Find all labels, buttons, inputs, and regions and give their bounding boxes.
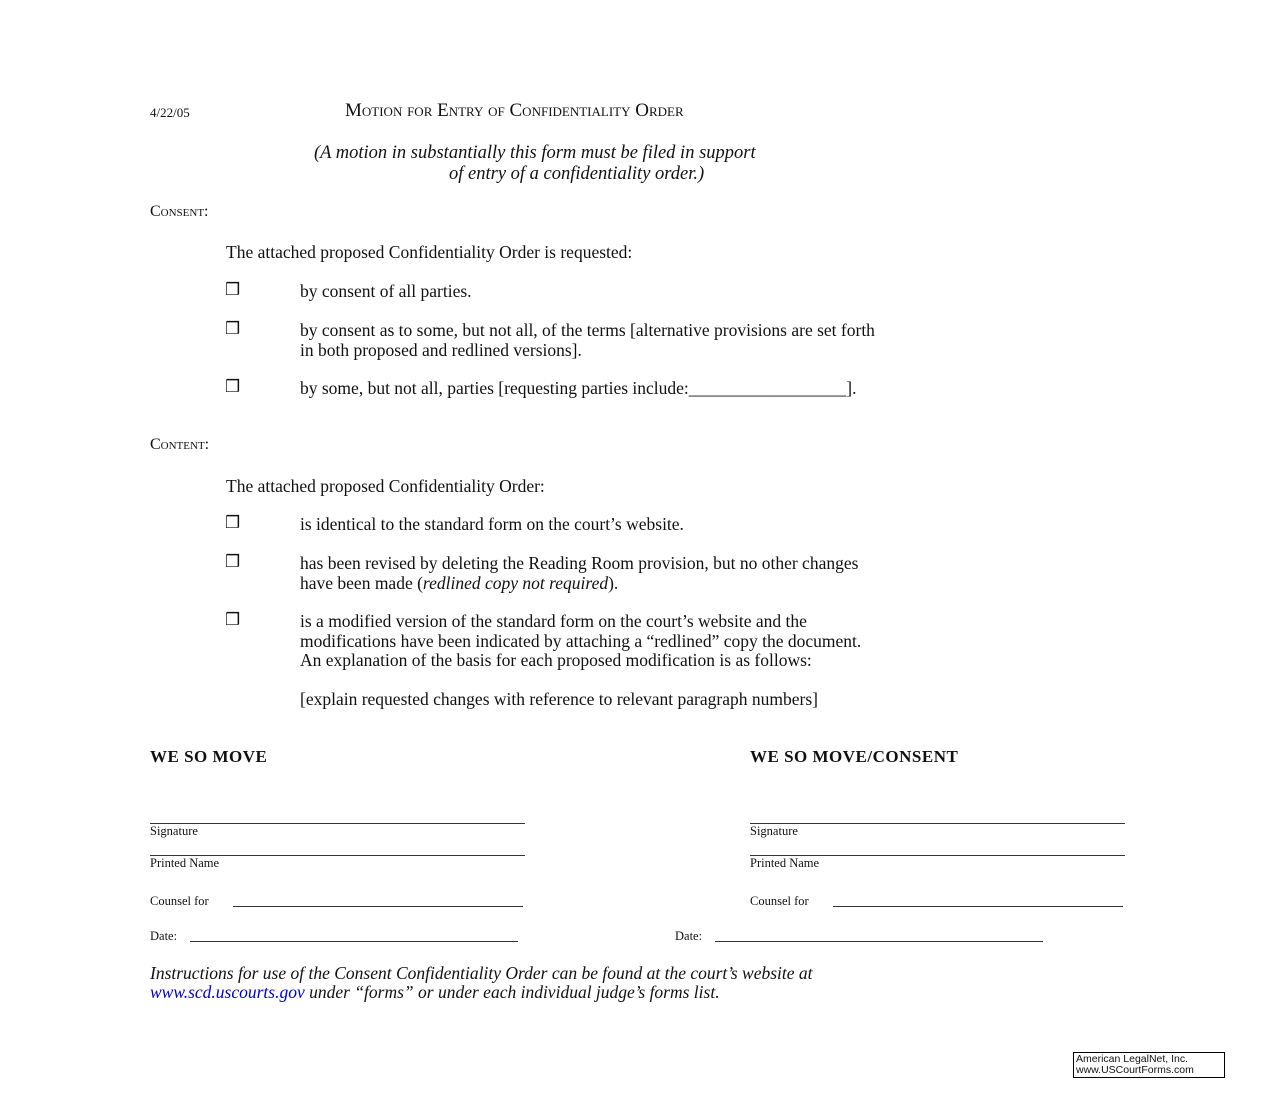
checkbox-consent-some-terms[interactable]: ❒ (225, 319, 241, 339)
left-signature-line[interactable] (150, 823, 525, 824)
content-option-3-line-2: modifications have been indicated by attaching a “redlined” copy the document. (300, 631, 862, 651)
content-heading: Content: (150, 436, 210, 453)
instructions-rest: under “forms” or under each individual judge’s forms list. (304, 982, 720, 1002)
right-signature-line[interactable] (750, 823, 1125, 824)
content-option-3-line-3: An explanation of the basis for each proposed modification is as follows: (300, 650, 812, 670)
we-so-move-consent-heading: WE SO MOVE/CONSENT (750, 747, 959, 766)
publisher-stamp (1073, 1052, 1225, 1078)
left-date-label: Date: (150, 929, 178, 943)
checkbox-identical[interactable]: ❒ (225, 513, 241, 533)
subtitle-line-1: (A motion in substantially this form must be filed in support (314, 143, 756, 163)
page-title: Motion for Entry of Confidentiality Order (345, 100, 684, 121)
explain-placeholder: [explain requested changes with reference to relevant paragraph numbers] (300, 689, 818, 709)
left-counsel-label: Counsel for (150, 894, 209, 908)
right-counsel-label: Counsel for (750, 894, 809, 908)
consent-option-2-line-2: in both proposed and redlined versions]. (300, 340, 582, 360)
instructions-line-2 (150, 982, 720, 1002)
opt2-pre: have been made ( (300, 573, 423, 593)
right-counsel-line[interactable] (833, 906, 1123, 907)
content-option-3-line-1: is a modified version of the standard form on the court’s website and the (300, 611, 807, 631)
we-so-move-heading: WE SO MOVE (150, 747, 268, 766)
content-intro: The attached proposed Confidentiality Order: (226, 476, 545, 496)
content-option-1: is identical to the standard form on the court’s website. (300, 514, 684, 534)
left-date-line[interactable] (190, 941, 518, 942)
right-signature-label: Signature (750, 824, 798, 838)
consent-option-3: by some, but not all, parties [requesting parties include:__________________]. (300, 378, 857, 398)
instructions-line-1: Instructions for use of the Consent Confidentiality Order can be found at the court’s website at (150, 963, 813, 983)
stamp-line-2: www.USCourtForms.com (1076, 1064, 1194, 1076)
opt2-post: ). (608, 573, 619, 593)
court-website-link[interactable]: www.scd.uscourts.gov (150, 982, 305, 1002)
right-printed-name-label: Printed Name (750, 856, 820, 870)
checkbox-revised[interactable]: ❒ (225, 552, 241, 572)
form-date: 4/22/05 (150, 105, 190, 120)
left-signature-label: Signature (150, 824, 198, 838)
content-option-2-line-1: has been revised by deleting the Reading Room provision, but no other changes (300, 553, 859, 573)
subtitle-line-2: of entry of a confidentiality order.) (449, 164, 705, 184)
consent-heading: Consent: (150, 203, 209, 220)
left-printed-name-label: Printed Name (150, 856, 220, 870)
checkbox-modified[interactable]: ❒ (225, 610, 241, 630)
right-date-line[interactable] (715, 941, 1043, 942)
consent-intro: The attached proposed Confidentiality Order is requested: (226, 242, 633, 262)
content-option-2-line-2 (300, 573, 618, 593)
checkbox-some-parties[interactable]: ❒ (225, 377, 241, 397)
consent-option-1: by consent of all parties. (300, 281, 472, 301)
checkbox-consent-all[interactable]: ❒ (225, 280, 241, 300)
right-date-label: Date: (675, 929, 703, 943)
left-counsel-line[interactable] (233, 906, 523, 907)
opt2-italic: redlined copy not required (422, 573, 609, 593)
consent-option-2-line-1: by consent as to some, but not all, of the terms [alternative provisions are set forth (300, 320, 875, 340)
stamp-line-1: American LegalNet, Inc. (1076, 1053, 1189, 1065)
